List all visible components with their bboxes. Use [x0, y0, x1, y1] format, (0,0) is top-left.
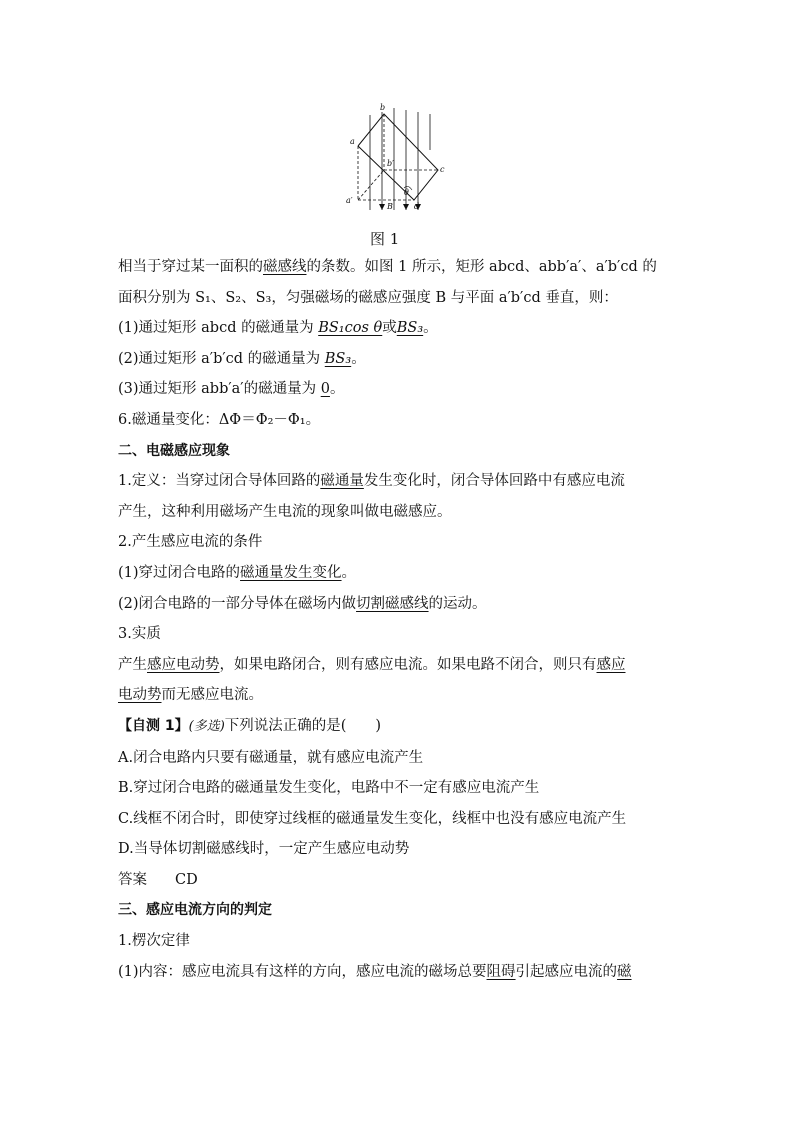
text: (2)闭合电路的一部分导体在磁场内做	[118, 595, 357, 612]
lenz-title: 1.楞次定律	[118, 933, 190, 950]
underlined-term: 磁	[617, 963, 632, 980]
figure-caption: 图 1	[370, 230, 400, 248]
text: 或	[382, 320, 397, 337]
item-1	[118, 313, 678, 344]
text: 。	[341, 564, 357, 581]
quiz-option-c: C.线框不闭合时，即使穿过线框的磁通量发生变化，线框中也没有感应电流产生	[118, 810, 627, 827]
quiz-answer	[118, 865, 678, 896]
text: 引起感应电流的	[515, 963, 618, 980]
text: 发生变化时，闭合导体回路中有感应电流	[363, 473, 625, 490]
intro-line-1	[118, 252, 678, 283]
section-2-title: 二、电磁感应现象	[118, 442, 230, 459]
text: 。	[351, 350, 366, 367]
condition-2	[118, 589, 678, 620]
underlined-term: 阻碍	[486, 963, 516, 980]
underlined-term: 感应	[596, 656, 626, 673]
text: 产生	[118, 656, 147, 673]
quiz-hint: (多选)	[188, 718, 225, 734]
underlined-answer: BS₃	[324, 350, 352, 367]
item-3	[118, 374, 678, 405]
text: 1.定义：当穿过闭合导体回路的	[118, 473, 321, 490]
condition-1	[118, 558, 678, 589]
label-b-prime: b′	[387, 159, 394, 168]
essence-title: 3.实质	[118, 626, 161, 643]
underlined-term: 电动势	[118, 687, 162, 704]
text: (1)通过矩形 abcd 的磁通量为	[118, 320, 319, 337]
label-d: d	[414, 202, 420, 211]
answer-value: CD	[175, 871, 198, 888]
lenz-content	[118, 957, 678, 988]
answer-label: 答案	[118, 871, 147, 888]
underlined-answer: BS₃	[396, 320, 424, 337]
underlined-term: 磁通量	[320, 473, 364, 490]
underlined-term: 切割磁感线	[356, 595, 429, 612]
text: (3)通过矩形 abb′a′的磁通量为	[118, 381, 321, 398]
text: 的运动。	[428, 595, 487, 612]
document-body	[118, 252, 678, 987]
label-theta: θ	[404, 188, 409, 197]
figure-1-diagram	[340, 100, 450, 220]
underlined-answer: BS₁cos θ	[318, 320, 383, 337]
item-2	[118, 344, 678, 375]
quiz-option-d: D.当导体切割磁感线时，一定产生感应电动势	[118, 841, 410, 858]
text: 而无感应电流。	[161, 687, 263, 704]
label-B: B	[387, 202, 393, 211]
essence-line-2	[118, 680, 678, 711]
essence-line-1	[118, 650, 678, 681]
underlined-answer: 0	[320, 381, 330, 398]
text: 的条数。如图 1 所示，矩形 abcd、abb′a′、a′b′cd 的	[306, 259, 657, 275]
quiz-option-a: A.闭合电路内只要有磁通量，就有感应电流产生	[118, 749, 424, 766]
definition-line-1	[118, 466, 678, 497]
label-c: c	[440, 165, 445, 174]
underlined-term: 发生变化	[283, 564, 342, 581]
quiz-option-b: B.穿过闭合电路的磁通量发生变化，电路中不一定有感应电流产生	[118, 780, 540, 797]
section-3-title: 三、感应电流方向的判定	[118, 902, 272, 919]
label-a: a	[350, 137, 355, 146]
text: (1)内容：感应电流具有这样的方向，感应电流的磁场总要	[118, 963, 487, 980]
text: 。	[329, 381, 345, 398]
flux-change: 6.磁通量变化：ΔΦ＝Φ₂－Φ₁。	[118, 411, 321, 428]
text: 相当于穿过某一面积的	[118, 259, 263, 275]
label-a-prime: a′	[346, 196, 353, 205]
quiz-question-text: 下列说法正确的是( )	[224, 717, 382, 734]
intro-line-2: 面积分别为 S₁、S₂、S₃，匀强磁场的磁感应强度 B 与平面 a′b′cd 垂直，则：	[118, 289, 618, 306]
underlined-term: 磁通量	[240, 564, 284, 581]
text: 。	[423, 320, 438, 337]
quiz-question	[118, 711, 678, 743]
definition-line-2: 产生，这种利用磁场产生电流的现象叫做电磁感应。	[118, 503, 452, 520]
text: (2)通过矩形 a′b′cd 的磁通量为	[118, 350, 325, 367]
text: ，如果电路闭合，则有感应电流。如果电路不闭合，则只有	[219, 656, 597, 673]
condition-title: 2.产生感应电流的条件	[118, 534, 263, 551]
underlined-term: 磁感线	[263, 259, 307, 275]
label-b: b	[380, 103, 386, 112]
text: (1)穿过闭合电路的	[118, 564, 241, 581]
quiz-tag: 【自测 1】	[118, 717, 189, 734]
underlined-term: 感应电动势	[147, 656, 220, 673]
